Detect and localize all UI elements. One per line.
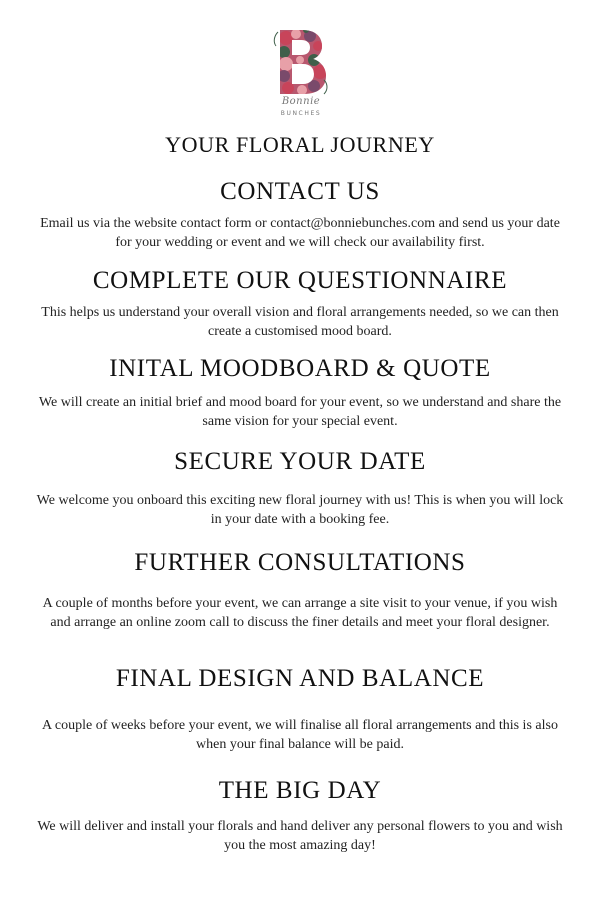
step-body-big-day: We will deliver and install your florals and hand deliver any personal flowers to you and wish you the most amazing day! (37, 819, 563, 853)
step-body-final-design: A couple of weeks before your event, we will finalise all floral arrangements and this is also when your final balance will be paid. (42, 718, 558, 752)
step-heading-big-day: THE BIG DAY (218, 777, 382, 804)
step-heading-consultations: FURTHER CONSULTATIONS (134, 549, 466, 576)
logo-word-text: BUNCHES (280, 110, 322, 117)
step-heading-secure-date: SECURE YOUR DATE (174, 448, 426, 475)
page-title: YOUR FLORAL JOURNEY (165, 132, 435, 157)
step-body-consultations: A couple of months before your event, we can arrange a site visit to your venue, if you wish and arrange an online zoom call to discuss the finer details and meet your floral designer. (42, 596, 558, 630)
step-body-questionnaire: This helps us understand your overall vision and floral arrangements needed, so we can then create a customised mood board. (41, 305, 559, 339)
floral-b-monogram-icon (270, 26, 332, 98)
step-heading-final-design: FINAL DESIGN AND BALANCE (115, 665, 485, 692)
step-body-contact: Email us via the website contact form or contact@bonniebunches.com and send us your date for your wedding or event and we will check our availability first. (40, 216, 560, 250)
step-heading-contact: CONTACT US (220, 178, 380, 205)
logo-script-text: Bonnie (281, 96, 321, 107)
step-heading-moodboard: INITAL MOODBOARD & QUOTE (109, 355, 491, 382)
step-body-moodboard: We will create an initial brief and mood board for your event, so we understand and share the same vision for your special event. (38, 395, 562, 429)
step-heading-questionnaire: COMPLETE OUR QUESTIONNAIRE (92, 267, 508, 294)
step-body-secure-date: We welcome you onboard this exciting new floral journey with us! This is when you will lock in your date with a booking fee. (36, 493, 564, 527)
brand-logo (270, 26, 332, 130)
